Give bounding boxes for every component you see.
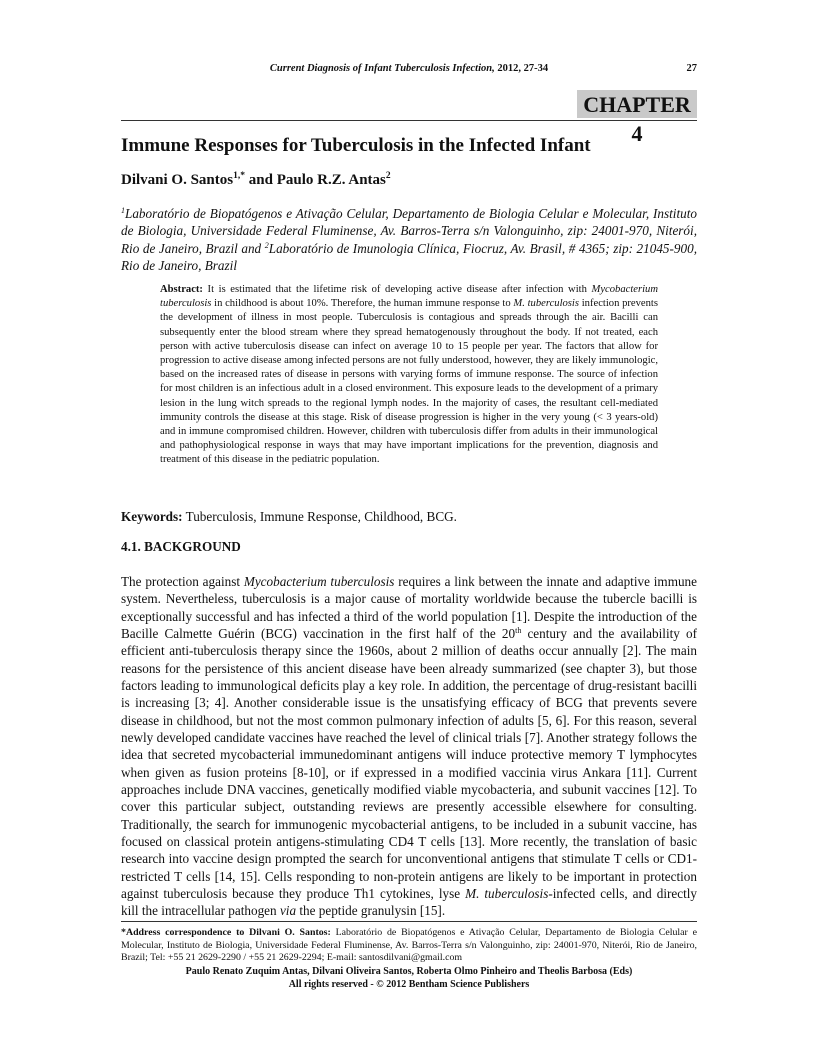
abstract-label: Abstract:	[160, 284, 203, 295]
body-superscript: th	[515, 625, 522, 635]
affil-2: Laboratório de Imunologia Clínica, Fiocruz, Av. Brasil, # 4365; zip: 21045-900, Rio de Janeiro, Brazil	[121, 240, 697, 274]
body-text: The protection against	[121, 574, 244, 589]
footnote	[121, 927, 697, 965]
editors-line: Paulo Renato Zuquim Antas, Dilvani Oliveira Santos, Roberta Olmo Pinheiro and Theolis Barbosa (Eds)	[185, 966, 633, 977]
body-text: the peptide granulysin [15].	[296, 903, 446, 919]
footnote-text: Laboratório de Biopatógenos e Ativação Celular, Departamento de Biologia Celular e Molecular, Instituto de Biologia, Universidade Federal Fluminense, Av. Barros-Terra s/n Valonguinho, zip: 24001-970, Niterói, Rio de Janeiro, Brazil; Tel: +55 21 2629-2290 / +55 21 2629-2294; E-mail: santosdilvani@gmail.com	[121, 927, 697, 964]
body-text: requires a link between the innate and adaptive immune system. Nevertheless, tuberculosis is a major cause of mortality worldwide because the tubercle bacilli is exceptionally successful and has infected a third of the world population [1]. Despite the introduction of the Bacille Calmette Guérin (BCG) vaccination in the first half of the 20	[121, 574, 697, 641]
abstract-italic: M. tuberculosis	[513, 298, 579, 310]
body-italic: via	[279, 903, 297, 919]
keywords-label: Keywords:	[121, 509, 183, 524]
page-number: 27	[686, 63, 697, 74]
publisher-info	[121, 966, 697, 991]
year-pages: 2012, 27-34	[497, 63, 549, 74]
abstract-text: in childhood is about 10%. Therefore, the human immune response to	[211, 298, 514, 310]
author-2: Paulo R.Z. Antas	[276, 172, 386, 188]
running-header	[121, 63, 697, 74]
journal-title: Current Diagnosis of Infant Tuberculosis Infection,	[269, 63, 495, 74]
authors	[121, 172, 391, 189]
header-divider	[121, 120, 697, 121]
author-2-affil: 2	[385, 171, 391, 181]
section-heading: 4.1. BACKGROUND	[121, 539, 241, 554]
chapter-title: Immune Responses for Tuberculosis in the Infected Infant	[121, 135, 591, 156]
body-paragraph	[121, 573, 697, 920]
affiliations	[121, 205, 697, 275]
author-1-affil: 1,*	[233, 171, 245, 181]
abstract	[160, 283, 658, 468]
body-italic: Mycobacterium tuberculosis	[243, 574, 395, 589]
abstract-italic: Mycobacterium tuberculosis	[160, 284, 658, 310]
footnote-label: *Address correspondence to Dilvani O. Santos:	[121, 927, 331, 938]
keywords	[121, 509, 457, 525]
abstract-text: It is estimated that the lifetime risk of developing active disease after infection with	[202, 284, 592, 295]
body-text: -infected cells, and directly kill the intracellular pathogen	[121, 885, 697, 919]
author-1: Dilvani O. Santos	[121, 172, 234, 188]
authors-and: and	[245, 172, 277, 188]
affil-2-marker: 2	[264, 240, 269, 250]
footnote-divider	[121, 921, 697, 922]
body-italic: M. tuberculosis	[465, 885, 549, 901]
rights-line: All rights reserved - © 2012 Bentham Science Publishers	[288, 978, 530, 990]
chapter-label: CHAPTER 4	[577, 90, 697, 118]
affil-1-marker: 1	[121, 206, 125, 215]
keywords-text: Tuberculosis, Immune Response, Childhood, BCG.	[182, 509, 457, 524]
affil-1: Laboratório de Biopatógenos e Ativação Celular, Departamento de Biologia Celular e Molecular, Instituto de Biologia, Universidade Federal Fluminense, Av. Barros-Terra s/n Valonguinho, zip: 24001-970, Niterói, Rio de Janeiro, Brazil and	[121, 206, 697, 256]
body-text: century and the availability of efficient anti-tuberculosis therapy since the 1960s, about 2 million of deaths occur annually [2]. The main reasons for the persistence of this ancient disease have been already summarized (see chapter 3), but those factors leading to immunological deficits play a key role. In addition, the percentage of drug-resistant bacilli is increasing [3; 4]. Another considerable issue is the unsatisfying efficacy of BCG that prevents severe disease in childhood, but not the most common pulmonary infection of adults [5, 6]. For this reason, several newly developed candidate vaccines have reached the level of clinical trials [7]. Another strategy follows the idea that secreted mycobacterial immunedominant antigens will induce protective memory T lymphocytes when given as fusion proteins [8-10], or if expressed in a modified vaccinia virus Ankara [11]. Current approaches include DNA vaccines, genetically modified viable mycobacteria, and subunit vaccines [12]. To cover this particular subject, outstanding reviews are presently accessible elsewhere for consulting. Traditionally, the search for immunogenic mycobacterial antigens, to be included in a subunit vaccine, has focused on classical protein antigens-stimulating CD4 T cells [13]. More recently, the translation of basic research into vaccine design prompted the search for unconventional antigens that stimulate T cells or CD1-restricted T cells [14, 15]. Cells responding to non-protein antigens are likely to be important in protection against tuberculosis because they produce Th1 cytokines, lyse	[121, 625, 697, 901]
abstract-text: infection prevents the development of illness in most people. Tuberculosis is contagious and spreads through the air. Bacilli can subsequently enter the blood stream where they spread hematogenously throughout the body. If not treated, each person with active tuberculosis disease can infect on average 10 to 15 people per year. The factors that allow for progression to active disease among infected persons are not fully understood, however, they are likely immunologic, based on the increased rates of disease in persons with varying forms of immune response. The source of infection for most children is an infectious adult in a closed environment. This exposure leads to the development of a primary lesion in the lung witch spreads to the regional lymph nodes. In the majority of cases, the resultant cell-mediated immunity controls the disease at this stage. Risk of disease progression is higher in the very young (< 3 years-old) and in immune compromised children. However, children with tuberculosis differ from adults in their immunological and pathophysiological response in ways that may have important implications for the prevention, diagnosis and treatment of this disease in the pediatric population.	[160, 298, 658, 466]
